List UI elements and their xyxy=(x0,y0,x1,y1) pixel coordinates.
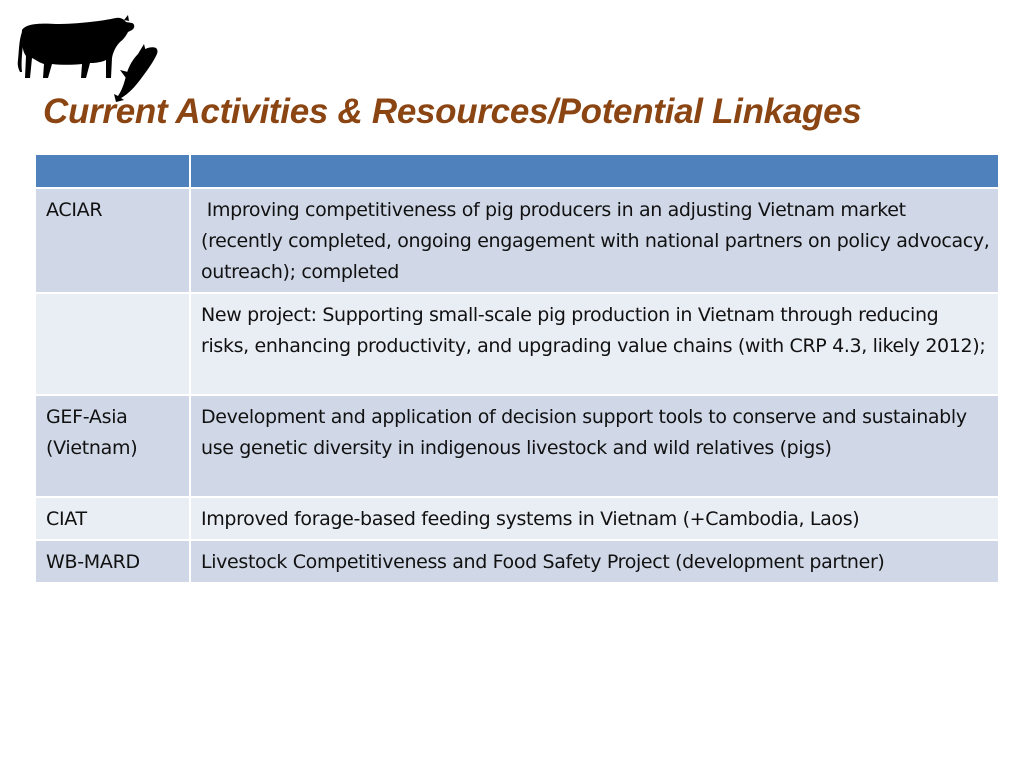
org-cell: CIAT xyxy=(35,497,190,540)
activity-cell xyxy=(190,188,999,293)
org-cell: ACIAR xyxy=(35,188,190,293)
activity-cell: Livestock Competitiveness and Food Safety Project (development partner) xyxy=(190,540,999,583)
activity-text: Improving competitiveness of pig producers in an adjusting Vietnam market (recently completed, ongoing engagement with national partners on policy advocacy, outreach); completed xyxy=(201,199,996,283)
activity-cell: Improved forage-based feeding systems in Vietnam (+Cambodia, Laos) xyxy=(190,497,999,540)
table-row xyxy=(35,497,999,540)
org-cell xyxy=(35,293,190,395)
activity-cell: Development and application of decision support tools to conserve and sustainably use genetic diversity in indigenous livestock and wild relatives (pigs) xyxy=(190,395,999,497)
table-row xyxy=(35,395,999,497)
table-row xyxy=(35,188,999,293)
org-cell: GEF-Asia (Vietnam) xyxy=(35,395,190,497)
org-cell: WB-MARD xyxy=(35,540,190,583)
cow-and-fish-icon xyxy=(16,14,166,104)
activity-cell: New project: Supporting small-scale pig production in Vietnam through reducing risks, enhancing productivity, and upgrading value chains (with CRP 4.3, likely 2012); xyxy=(190,293,999,395)
activities-table xyxy=(34,153,1000,584)
page-title: Current Activities & Resources/Potential Linkages xyxy=(43,92,862,131)
header-cell-org xyxy=(35,154,190,188)
table-row xyxy=(35,540,999,583)
header-cell-activity xyxy=(190,154,999,188)
table-header-row xyxy=(35,154,999,188)
table-row xyxy=(35,293,999,395)
